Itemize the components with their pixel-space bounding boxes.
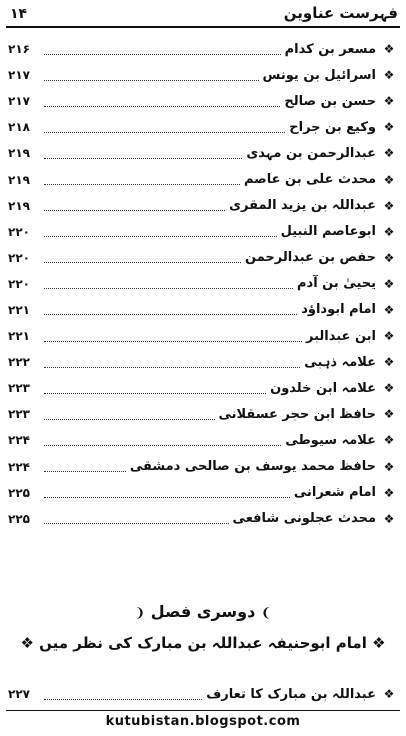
- diamond-bullet-icon: ❖: [372, 634, 386, 652]
- toc-row[interactable]: [8, 271, 396, 297]
- dot-leader: [44, 497, 290, 498]
- entry-title: وکیع بن جراح: [289, 119, 376, 135]
- dot-leader: [44, 471, 126, 472]
- entry-page: ۲۱۹: [8, 198, 30, 213]
- entry-title: علامہ سیوطی: [285, 432, 376, 448]
- entry-title: اسرائیل بن یونس: [262, 67, 376, 83]
- entry-title: عبدالرحمن بن مہدی: [246, 145, 376, 161]
- ornament-left: ❨: [134, 606, 146, 621]
- diamond-bullet-icon: ❖: [383, 511, 395, 526]
- toc-row[interactable]: [8, 454, 396, 480]
- entry-title: محدث علی بن عاصم: [243, 172, 376, 188]
- toc-row[interactable]: [8, 401, 396, 427]
- section-title: [0, 602, 406, 621]
- dot-leader: [44, 523, 229, 524]
- toc-row[interactable]: [8, 506, 396, 532]
- dot-leader: [44, 106, 280, 107]
- toc-row[interactable]: [8, 114, 396, 140]
- entry-page: ۲۱۷: [8, 68, 30, 83]
- table-of-contents: [8, 36, 396, 532]
- diamond-bullet-icon: ❖: [383, 68, 395, 83]
- dot-leader: [44, 184, 240, 185]
- dot-leader: [44, 393, 266, 394]
- entry-page: ۲۲۰: [8, 276, 30, 291]
- toc-row[interactable]: [8, 166, 396, 192]
- final-entry: [8, 681, 396, 707]
- toc-row[interactable]: [8, 193, 396, 219]
- dot-leader: [44, 210, 225, 211]
- entry-page: ۲۲۰: [8, 250, 30, 265]
- diamond-bullet-icon: ❖: [383, 302, 395, 317]
- page-header: [6, 4, 400, 28]
- entry-page: ۲۱۶: [8, 42, 30, 57]
- entry-page: ۲۱۹: [8, 172, 30, 187]
- dot-leader: [44, 54, 281, 55]
- dot-leader: [44, 699, 202, 700]
- page-title: فہرست عناوین: [283, 4, 398, 22]
- dot-leader: [44, 314, 297, 315]
- diamond-bullet-icon: ❖: [383, 198, 395, 213]
- toc-row[interactable]: [8, 140, 396, 166]
- dot-leader: [44, 132, 285, 133]
- sub-heading: [0, 634, 406, 652]
- entry-title: امام شعرانی: [293, 485, 376, 501]
- entry-title: عبداللہ بن مبارک کا تعارف: [206, 686, 376, 702]
- dot-leader: [44, 80, 259, 81]
- entry-page: ۲۲۳: [8, 407, 30, 422]
- entry-title: حفص بن عبدالرحمن: [245, 250, 376, 266]
- diamond-bullet-icon: ❖: [383, 250, 395, 265]
- sub-heading-text: امام ابوحنیفہ عبداللہ بن مبارک کی نظر میں: [39, 634, 367, 652]
- toc-row[interactable]: [8, 245, 396, 271]
- toc-row[interactable]: [8, 88, 396, 114]
- entry-page: ۲۲۰: [8, 224, 30, 239]
- entry-page: ۲۱۷: [8, 94, 30, 109]
- dot-leader: [44, 341, 302, 342]
- entry-title: حافظ محمد یوسف بن صالحی دمشقی: [129, 459, 376, 475]
- dot-leader: [44, 262, 241, 263]
- entry-title: یحییٰ بن آدم: [297, 276, 376, 292]
- page-number: ۱۴: [10, 6, 28, 22]
- diamond-bullet-icon: ❖: [383, 459, 395, 474]
- entry-page: ۲۲۷: [8, 687, 30, 702]
- entry-page: ۲۲۴: [8, 459, 30, 474]
- entry-title: حافظ ابن حجر عسقلانی: [218, 406, 376, 422]
- toc-row[interactable]: [8, 323, 396, 349]
- diamond-bullet-icon: ❖: [383, 381, 395, 396]
- toc-row[interactable]: [8, 480, 396, 506]
- diamond-bullet-icon: ❖: [383, 329, 395, 344]
- dot-leader: [44, 419, 215, 420]
- toc-row[interactable]: [8, 297, 396, 323]
- entry-title: حسن بن صالح: [284, 93, 376, 109]
- diamond-bullet-icon: ❖: [383, 276, 395, 291]
- diamond-bullet-icon: ❖: [383, 687, 395, 702]
- entry-title: امام ابوداؤد: [301, 302, 376, 318]
- entry-page: ۲۲۲: [8, 355, 30, 370]
- entry-page: ۲۲۴: [8, 433, 30, 448]
- entry-page: ۲۲۳: [8, 381, 30, 396]
- entry-title: ابن عبدالبر: [306, 328, 376, 344]
- entry-page: ۲۲۵: [8, 511, 30, 526]
- entry-title: محدث عجلونی شافعی: [232, 511, 376, 527]
- footer-rule: [6, 710, 400, 711]
- dot-leader: [44, 158, 242, 159]
- section-title-text: دوسری فصل: [150, 602, 256, 621]
- diamond-bullet-icon: ❖: [383, 42, 395, 57]
- entry-title: عبداللہ بن یزید المقری: [229, 198, 376, 214]
- toc-row[interactable]: [8, 427, 396, 453]
- dot-leader: [44, 367, 300, 368]
- diamond-bullet-icon: ❖: [383, 355, 395, 370]
- dot-leader: [44, 288, 293, 289]
- toc-row[interactable]: [8, 62, 396, 88]
- dot-leader: [44, 236, 277, 237]
- header-rule: [6, 26, 400, 28]
- entry-page: ۲۱۹: [8, 146, 30, 161]
- diamond-bullet-icon: ❖: [20, 634, 34, 652]
- diamond-bullet-icon: ❖: [383, 94, 395, 109]
- diamond-bullet-icon: ❖: [383, 120, 395, 135]
- entry-title: مسعر بن کدام: [284, 41, 376, 57]
- ornament-right: ❩: [260, 606, 272, 621]
- entry-title: ابوعاصم النبیل: [280, 224, 376, 240]
- diamond-bullet-icon: ❖: [383, 172, 395, 187]
- entry-page: ۲۲۱: [8, 302, 30, 317]
- diamond-bullet-icon: ❖: [383, 433, 395, 448]
- diamond-bullet-icon: ❖: [383, 485, 395, 500]
- dot-leader: [44, 445, 281, 446]
- entry-title: علامہ ذہبی: [304, 354, 376, 370]
- toc-row[interactable]: [8, 219, 396, 245]
- entry-page: ۲۲۱: [8, 329, 30, 344]
- entry-page: ۲۱۸: [8, 120, 30, 135]
- diamond-bullet-icon: ❖: [383, 224, 395, 239]
- toc-row[interactable]: [8, 349, 396, 375]
- toc-row[interactable]: [8, 375, 396, 401]
- entry-page: ۲۲۵: [8, 485, 30, 500]
- diamond-bullet-icon: ❖: [383, 146, 395, 161]
- footer-url: kutubistan.blogspot.com: [105, 714, 301, 729]
- toc-row[interactable]: [8, 681, 396, 707]
- entry-title: علامہ ابن خلدون: [270, 380, 376, 396]
- diamond-bullet-icon: ❖: [383, 407, 395, 422]
- toc-row[interactable]: [8, 36, 396, 62]
